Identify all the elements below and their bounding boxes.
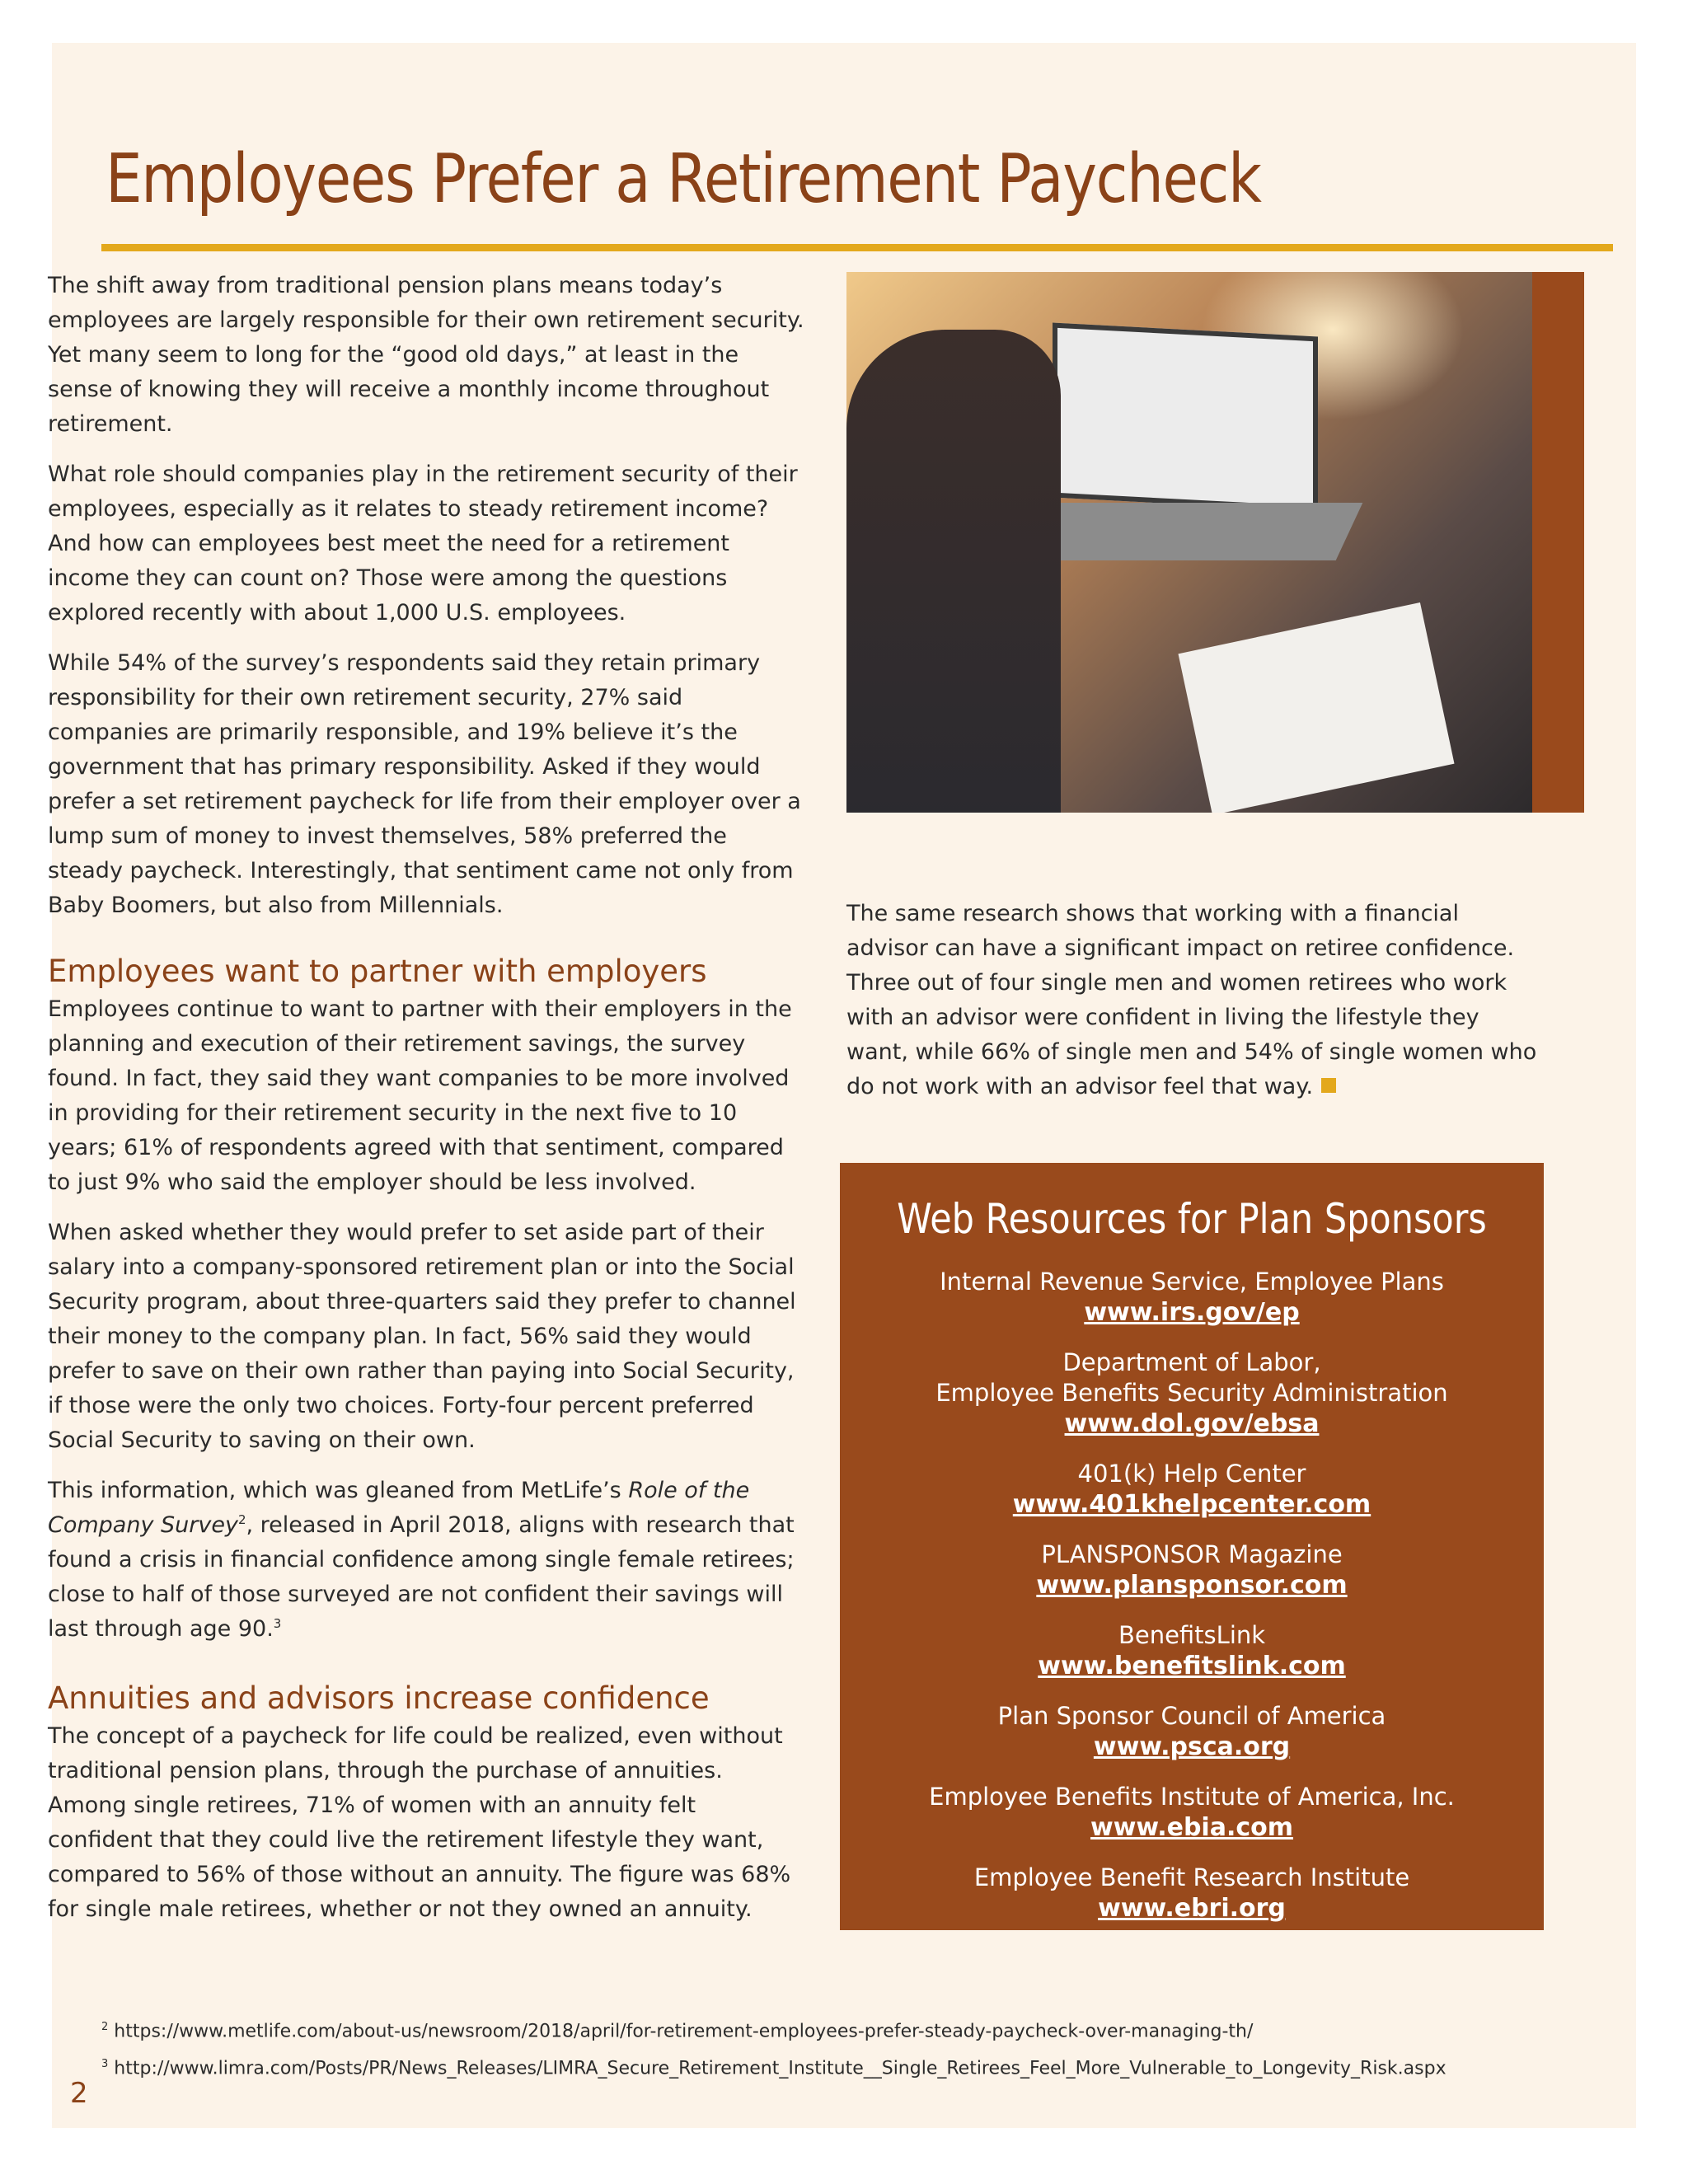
resource-link[interactable]: www.ebia.com [1090,1813,1294,1842]
role-paragraph: What role should companies play in the retirement security of their employees, especially as it relates to steady retirement income? And how can employees best meet the need for a retirement income they can count on? Those were among the questions explored recently with about 1,000 U.S. employees. [48,462,798,626]
footnote-url[interactable]: https://www.metlife.com/about-us/newsroom/2018/april/for-retirement-employees-prefer-steady-paycheck-over-managing-th/ [114,2021,1254,2042]
resource-link[interactable]: www.401khelpcenter.com [1012,1490,1372,1519]
social-security-paragraph: When asked whether they would prefer to set aside part of their salary into a company-sponsored retirement plan or into the Social Security program, about three-quarters said they prefer to channel their money to the company plan. In fact, 56% said they would prefer to save on their own rather than paying into Social Security, if those were the only two choices. Forty-four percent preferred Social Security to saving on their own. [48,1220,796,1453]
footnote-ref-2: 2 [237,1512,246,1527]
footnotes [101,2011,1447,2086]
annuities-paragraph: The concept of a paycheck for life could be realized, even without traditional pension plans, through the purchase of annuities. Among single retirees, 71% of women with an annuity felt confident that they could live the retirement lifestyle they want, compared to 56% of those without an annuity. The figure was 68% for single male retirees, whether or not they owned an annuity. [48,1723,791,1922]
photo-laptop-screen [1053,323,1318,512]
resource-item [840,1701,1544,1762]
left-column [48,269,806,1943]
resource-item [840,1267,1544,1328]
resource-item [840,1459,1544,1520]
resource-item [840,1540,1544,1601]
advisor-text: The same research shows that working with a financial advisor can have a significant impact on retiree confidence. Three out of four single men and women retirees who work with an advisor were confident in living the lifestyle they want, while 66% of single men and 54% of single women who do not work with an advisor feel that way. [846,901,1537,1099]
resource-link[interactable]: www.irs.gov/ep [1084,1298,1300,1327]
resource-item [840,1863,1544,1924]
page-number: 2 [70,2077,88,2110]
section-heading-partner: Employees want to partner with employers [48,954,707,989]
resource-name: Employee Benefit Research Institute [973,1863,1410,1891]
page-title: Employees Prefer a Retirement Paycheck [106,140,1261,218]
photo-person [846,330,1061,813]
resource-name: Employee Benefits Institute of America, Inc. [929,1783,1455,1811]
end-mark-icon [1321,1078,1336,1093]
partner-paragraph: Employees continue to want to partner with their employers in the planning and execution of their retirement savings, the survey found. In fact, they said they want companies to be more involved in providing for their retirement security in the next five to 10 years; 61% of respondents agreed with that sentiment, compared to just 9% who said the employer should be less involved. [48,996,792,1195]
title-divider [101,244,1613,251]
resource-link[interactable]: www.plansponsor.com [1036,1571,1348,1600]
section-heading-annuities: Annuities and advisors increase confidence [48,1680,710,1716]
resource-name: PLANSPONSOR Magazine [1041,1540,1343,1568]
resource-name: Plan Sponsor Council of America [997,1702,1386,1730]
resource-link[interactable]: www.benefitslink.com [1038,1652,1346,1680]
photo-laptop-base [1023,503,1363,560]
survey-title: Role of the Company Survey [48,1478,750,1538]
resources-title: Web Resources for Plan Sponsors [897,1195,1487,1243]
photo-man-with-laptop [846,272,1532,813]
metlife-text-a: This information, which was gleaned from MetLife’s [48,1478,629,1503]
footnote-number: 3 [101,2058,109,2071]
resource-item [840,1620,1544,1681]
footnote-url[interactable]: http://www.limra.com/Posts/PR/News_Releases/LIMRA_Secure_Retirement_Institute__Single_Retirees_Feel_More_Vulnerable_to_Longevity_Risk.aspx [114,2058,1447,2079]
footnote [101,2011,1447,2048]
resource-item [840,1782,1544,1843]
web-resources-box [840,1163,1544,1930]
resource-link[interactable]: www.dol.gov/ebsa [1064,1409,1320,1438]
metlife-paragraph [48,1474,806,1647]
resource-name: BenefitsLink [1118,1621,1266,1649]
resource-name: Internal Revenue Service, Employee Plans [940,1268,1444,1296]
metlife-text-b: , released in April 2018, aligns with research that found a crisis in financial confidence among single female retirees; close to half of those surveyed are not confident their savings will last through age 90. [48,1512,795,1642]
footnote-number: 2 [101,2021,109,2033]
footnote [101,2048,1447,2085]
footnote-ref-3: 3 [273,1616,282,1631]
resource-name: Employee Benefits Security Administration [935,1379,1448,1407]
photo-accent-band [1532,272,1584,813]
resource-link[interactable]: www.psca.org [1093,1732,1291,1761]
photo-paper [1178,602,1454,813]
survey-paragraph: While 54% of the survey’s respondents said they retain primary responsibility for their own retirement security, 27% said companies are primarily responsible, and 19% believe it’s the government that has primary responsibility. Asked if they would prefer a set retirement paycheck for life from their employer over a lump sum of money to invest themselves, 58% preferred the steady paycheck. Interestingly, that sentiment came not only from Baby Boomers, but also from Millennials. [48,650,801,918]
resource-name-line1: Department of Labor, [1062,1348,1321,1376]
resource-link[interactable]: www.ebri.org [1098,1894,1286,1923]
advisor-paragraph [846,897,1547,1104]
resource-item [840,1347,1544,1439]
intro-paragraph: The shift away from traditional pension plans means today’s employees are largely responsible for their own retirement security. Yet many seem to long for the “good old days,” at least in the sense of knowing they will receive a monthly income throughout retirement. [48,273,804,437]
resource-name: 401(k) Help Center [1077,1460,1306,1488]
